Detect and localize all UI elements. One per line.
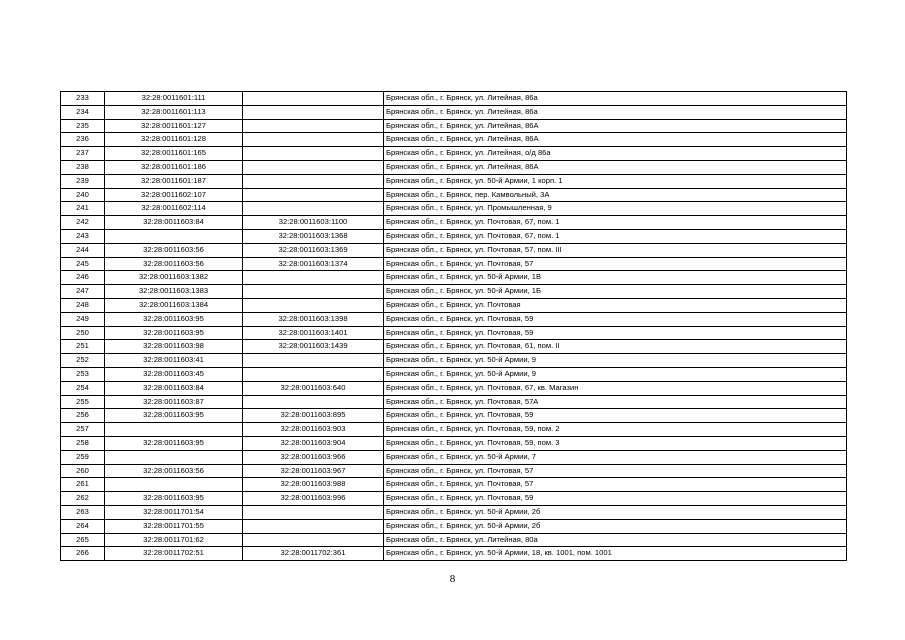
address-cell: Брянская обл., г. Брянск, ул. 50-й Армии, 1В <box>384 271 847 285</box>
row-number-cell: 240 <box>61 188 105 202</box>
row-number-cell: 262 <box>61 492 105 506</box>
row-number-cell: 255 <box>61 395 105 409</box>
address-cell: Брянская обл., г. Брянск, ул. Почтовая, 59 <box>384 326 847 340</box>
address-cell: Брянская обл., г. Брянск, ул. Почтовая, 57 <box>384 478 847 492</box>
cadastral-number-cell: 32:28:0011601:111 <box>105 92 243 106</box>
table-row <box>61 202 847 216</box>
cadastral-number-cell: 32:28:0011601:127 <box>105 119 243 133</box>
row-number-cell: 249 <box>61 312 105 326</box>
table-row <box>61 133 847 147</box>
premises-cadastral-number-cell <box>243 285 384 299</box>
premises-cadastral-number-cell: 32:28:0011603:640 <box>243 381 384 395</box>
table-row <box>61 478 847 492</box>
address-cell: Брянская обл., г. Брянск, ул. Литейная, 86а <box>384 92 847 106</box>
table-row <box>61 340 847 354</box>
table-row <box>61 381 847 395</box>
row-number-cell: 261 <box>61 478 105 492</box>
address-cell: Брянская обл., г. Брянск, ул. Почтовая <box>384 298 847 312</box>
row-number-cell: 238 <box>61 160 105 174</box>
table-row <box>61 271 847 285</box>
address-cell: Брянская обл., г. Брянск, ул. Почтовая, 57 <box>384 464 847 478</box>
cadastral-number-cell <box>105 229 243 243</box>
row-number-cell: 252 <box>61 354 105 368</box>
cadastral-number-cell: 32:28:0011701:54 <box>105 505 243 519</box>
row-number-cell: 246 <box>61 271 105 285</box>
row-number-cell: 256 <box>61 409 105 423</box>
row-number-cell: 265 <box>61 533 105 547</box>
row-number-cell: 237 <box>61 147 105 161</box>
row-number-cell: 233 <box>61 92 105 106</box>
premises-cadastral-number-cell <box>243 174 384 188</box>
premises-cadastral-number-cell: 32:28:0011603:1398 <box>243 312 384 326</box>
cadastral-number-cell: 32:28:0011702:51 <box>105 547 243 561</box>
address-cell: Брянская обл., г. Брянск, ул. 50-й Армии, 9 <box>384 367 847 381</box>
cadastral-number-cell <box>105 478 243 492</box>
premises-cadastral-number-cell <box>243 147 384 161</box>
premises-cadastral-number-cell <box>243 188 384 202</box>
premises-cadastral-number-cell <box>243 298 384 312</box>
address-cell: Брянская обл., г. Брянск, ул. Литейная, 86А <box>384 119 847 133</box>
table-body <box>61 92 847 561</box>
table-row <box>61 216 847 230</box>
cadastral-number-cell: 32:28:0011602:107 <box>105 188 243 202</box>
premises-cadastral-number-cell <box>243 519 384 533</box>
address-cell: Брянская обл., г. Брянск, ул. Почтовая, 67, кв. Магазин <box>384 381 847 395</box>
premises-cadastral-number-cell: 32:28:0011603:903 <box>243 423 384 437</box>
row-number-cell: 254 <box>61 381 105 395</box>
address-cell: Брянская обл., г. Брянск, ул. Почтовая, 59 <box>384 492 847 506</box>
address-cell: Брянская обл., г. Брянск, ул. 50-й Армии, 9 <box>384 354 847 368</box>
premises-cadastral-number-cell <box>243 133 384 147</box>
address-cell: Брянская обл., г. Брянск, ул. 50-й Армии, 2б <box>384 505 847 519</box>
row-number-cell: 236 <box>61 133 105 147</box>
row-number-cell: 247 <box>61 285 105 299</box>
cadastral-number-cell: 32:28:0011603:84 <box>105 216 243 230</box>
address-cell: Брянская обл., г. Брянск, ул. 50-й Армии, 1 корп. 1 <box>384 174 847 188</box>
row-number-cell: 235 <box>61 119 105 133</box>
row-number-cell: 241 <box>61 202 105 216</box>
premises-cadastral-number-cell: 32:28:0011603:1100 <box>243 216 384 230</box>
row-number-cell: 258 <box>61 436 105 450</box>
table-row <box>61 160 847 174</box>
premises-cadastral-number-cell: 32:28:0011603:904 <box>243 436 384 450</box>
premises-cadastral-number-cell: 32:28:0011603:988 <box>243 478 384 492</box>
row-number-cell: 257 <box>61 423 105 437</box>
table-row <box>61 188 847 202</box>
address-cell: Брянская обл., г. Брянск, ул. Почтовая, 61, пом. II <box>384 340 847 354</box>
row-number-cell: 260 <box>61 464 105 478</box>
premises-cadastral-number-cell <box>243 271 384 285</box>
cadastral-number-cell <box>105 423 243 437</box>
table-row <box>61 505 847 519</box>
cadastral-number-cell: 32:28:0011603:56 <box>105 464 243 478</box>
cadastral-number-cell: 32:28:0011603:95 <box>105 436 243 450</box>
row-number-cell: 243 <box>61 229 105 243</box>
table-row <box>61 367 847 381</box>
premises-cadastral-number-cell: 32:28:0011603:1368 <box>243 229 384 243</box>
table-row <box>61 436 847 450</box>
cadastral-number-cell: 32:28:0011601:113 <box>105 105 243 119</box>
premises-cadastral-number-cell <box>243 105 384 119</box>
row-number-cell: 244 <box>61 243 105 257</box>
cadastral-number-cell: 32:28:0011603:56 <box>105 243 243 257</box>
row-number-cell: 239 <box>61 174 105 188</box>
address-cell: Брянская обл., г. Брянск, ул. 50-й Армии, 18, кв. 1001, пом. 1001 <box>384 547 847 561</box>
cadastral-number-cell: 32:28:0011601:128 <box>105 133 243 147</box>
table-row <box>61 119 847 133</box>
premises-cadastral-number-cell: 32:28:0011603:1439 <box>243 340 384 354</box>
cadastral-number-cell: 32:28:0011603:95 <box>105 492 243 506</box>
cadastral-number-cell: 32:28:0011603:95 <box>105 326 243 340</box>
cadastral-number-cell <box>105 450 243 464</box>
cadastral-number-cell: 32:28:0011601:165 <box>105 147 243 161</box>
cadastral-number-cell: 32:28:0011603:1384 <box>105 298 243 312</box>
cadastral-number-cell: 32:28:0011603:98 <box>105 340 243 354</box>
table-row <box>61 395 847 409</box>
table-row <box>61 298 847 312</box>
cadastral-number-cell: 32:28:0011701:55 <box>105 519 243 533</box>
address-cell: Брянская обл., г. Брянск, ул. Почтовая, 57, пом. III <box>384 243 847 257</box>
address-cell: Брянская обл., г. Брянск, ул. Почтовая, 59 <box>384 312 847 326</box>
premises-cadastral-number-cell <box>243 92 384 106</box>
cadastral-number-cell: 32:28:0011603:87 <box>105 395 243 409</box>
cadastral-number-cell: 32:28:0011603:45 <box>105 367 243 381</box>
premises-cadastral-number-cell <box>243 395 384 409</box>
address-cell: Брянская обл., г. Брянск, ул. Литейная, 80а <box>384 533 847 547</box>
address-cell: Брянская обл., г. Брянск, ул. Почтовая, 57 <box>384 257 847 271</box>
table-row <box>61 326 847 340</box>
premises-cadastral-number-cell: 32:28:0011603:1374 <box>243 257 384 271</box>
premises-cadastral-number-cell <box>243 202 384 216</box>
row-number-cell: 234 <box>61 105 105 119</box>
cadastral-number-cell: 32:28:0011603:1383 <box>105 285 243 299</box>
address-cell: Брянская обл., г. Брянск, ул. Литейная, о/д 86а <box>384 147 847 161</box>
row-number-cell: 248 <box>61 298 105 312</box>
address-cell: Брянская обл., г. Брянск, ул. Почтовая, 59, пом. 2 <box>384 423 847 437</box>
premises-cadastral-number-cell: 32:28:0011702:361 <box>243 547 384 561</box>
row-number-cell: 250 <box>61 326 105 340</box>
table-row <box>61 312 847 326</box>
premises-cadastral-number-cell <box>243 367 384 381</box>
row-number-cell: 245 <box>61 257 105 271</box>
premises-cadastral-number-cell <box>243 533 384 547</box>
premises-cadastral-number-cell <box>243 505 384 519</box>
address-cell: Брянская обл., г. Брянск, ул. 50-й Армии, 1Б <box>384 285 847 299</box>
address-cell: Брянская обл., г. Брянск, ул. Почтовая, 57А <box>384 395 847 409</box>
cadastral-number-cell: 32:28:0011701:62 <box>105 533 243 547</box>
cadastral-number-cell: 32:28:0011601:187 <box>105 174 243 188</box>
premises-cadastral-number-cell: 32:28:0011603:996 <box>243 492 384 506</box>
table-row <box>61 519 847 533</box>
table-row <box>61 533 847 547</box>
address-cell: Брянская обл., г. Брянск, ул. Почтовая, 59 <box>384 409 847 423</box>
premises-cadastral-number-cell <box>243 119 384 133</box>
row-number-cell: 259 <box>61 450 105 464</box>
table-row <box>61 105 847 119</box>
premises-cadastral-number-cell <box>243 160 384 174</box>
premises-cadastral-number-cell: 32:28:0011603:967 <box>243 464 384 478</box>
cadastral-number-cell: 32:28:0011603:95 <box>105 312 243 326</box>
address-cell: Брянская обл., г. Брянск, ул. Литейная, 86а <box>384 105 847 119</box>
table-row <box>61 243 847 257</box>
table-row <box>61 229 847 243</box>
premises-cadastral-number-cell: 32:28:0011603:895 <box>243 409 384 423</box>
table-row <box>61 92 847 106</box>
row-number-cell: 253 <box>61 367 105 381</box>
table-row <box>61 464 847 478</box>
address-cell: Брянская обл., г. Брянск, ул. Почтовая, 67, пом. 1 <box>384 229 847 243</box>
address-cell: Брянская обл., г. Брянск, ул. 50-й Армии, 2б <box>384 519 847 533</box>
address-cell: Брянская обл., г. Брянск, ул. Промышленная, 9 <box>384 202 847 216</box>
address-cell: Брянская обл., г. Брянск, ул. Литейная, 86А <box>384 160 847 174</box>
row-number-cell: 242 <box>61 216 105 230</box>
table-row <box>61 285 847 299</box>
table-row <box>61 257 847 271</box>
table-row <box>61 547 847 561</box>
address-cell: Брянская обл., г. Брянск, ул. Почтовая, 67, пом. 1 <box>384 216 847 230</box>
cadastral-number-cell: 32:28:0011603:41 <box>105 354 243 368</box>
cadastral-number-cell: 32:28:0011603:56 <box>105 257 243 271</box>
table-row <box>61 174 847 188</box>
table-row <box>61 423 847 437</box>
table-row <box>61 409 847 423</box>
cadastral-register-table <box>60 91 847 561</box>
row-number-cell: 263 <box>61 505 105 519</box>
row-number-cell: 264 <box>61 519 105 533</box>
row-number-cell: 266 <box>61 547 105 561</box>
table-row <box>61 450 847 464</box>
cadastral-number-cell: 32:28:0011603:1382 <box>105 271 243 285</box>
address-cell: Брянская обл., г. Брянск, ул. Почтовая, 59, пом. 3 <box>384 436 847 450</box>
table-row <box>61 147 847 161</box>
page-number: 8 <box>449 573 456 585</box>
table-row <box>61 354 847 368</box>
address-cell: Брянская обл., г. Брянск, пер. Камвольный, 3А <box>384 188 847 202</box>
address-cell: Брянская обл., г. Брянск, ул. 50-й Армии, 7 <box>384 450 847 464</box>
cadastral-number-cell: 32:28:0011602:114 <box>105 202 243 216</box>
cadastral-number-cell: 32:28:0011601:186 <box>105 160 243 174</box>
address-cell: Брянская обл., г. Брянск, ул. Литейная, 86А <box>384 133 847 147</box>
premises-cadastral-number-cell: 32:28:0011603:1401 <box>243 326 384 340</box>
row-number-cell: 251 <box>61 340 105 354</box>
table-row <box>61 492 847 506</box>
premises-cadastral-number-cell <box>243 354 384 368</box>
premises-cadastral-number-cell: 32:28:0011603:1369 <box>243 243 384 257</box>
cadastral-number-cell: 32:28:0011603:95 <box>105 409 243 423</box>
cadastral-number-cell: 32:28:0011603:84 <box>105 381 243 395</box>
premises-cadastral-number-cell: 32:28:0011603:966 <box>243 450 384 464</box>
